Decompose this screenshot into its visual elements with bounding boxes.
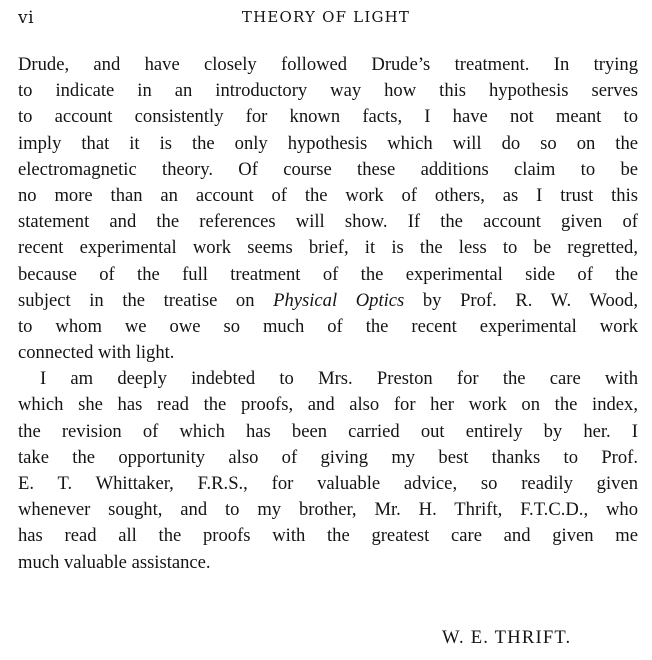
text-line: the revision of which has been carried out entirely by her. I (18, 420, 638, 442)
book-title-italic: Physical Optics (273, 289, 405, 311)
text-line: statement and the references will show. If the account given of (18, 211, 638, 233)
text-line: subject in the treatise on Physical Optics by Prof. R. W. Wood, (18, 289, 638, 311)
text-line: I am deeply indebted to Mrs. Preston for the care with (40, 368, 638, 390)
text-line: no more than an account of the work of others, as I trust this (18, 184, 638, 206)
text-line: take the opportunity also of giving my best thanks to Prof. (18, 446, 638, 468)
page-number: vi (18, 8, 35, 28)
text-line: to indicate in an introductory way how this hypothesis serves (18, 80, 638, 102)
text-line: Drude, and have closely followed Drude’s treatment. In trying (18, 54, 638, 75)
paragraph-2 (18, 366, 638, 576)
text-line: connected with light. (18, 342, 175, 364)
text-line: imply that it is the only hypothesis which will do so on the (18, 132, 638, 154)
text-line: to whom we owe so much of the recent experimental work (18, 315, 638, 337)
text-line: because of the full treatment of the experimental side of the (18, 263, 638, 285)
text-line: much valuable assistance. (18, 551, 211, 573)
author-signature: W. E. THRIFT. (442, 627, 572, 648)
page-header (18, 8, 634, 34)
paragraph-1 (18, 52, 638, 366)
text-line: has read all the proofs with the greatest care and given me (18, 525, 638, 547)
text-line: to account consistently for known facts, I have not meant to (18, 106, 638, 128)
text-line: recent experimental work seems brief, it is the less to be regretted, (18, 237, 638, 259)
text-line: whenever sought, and to my brother, Mr. H. Thrift, F.T.C.D., who (18, 499, 638, 521)
preface-body (18, 52, 638, 576)
text-line: E. T. Whittaker, F.R.S., for valuable advice, so readily given (18, 473, 638, 494)
text-line: electromagnetic theory. Of course these additions claim to be (18, 158, 638, 180)
running-title: THEORY OF LIGHT (241, 8, 411, 26)
text-line: which she has read the proofs, and also for her work on the index, (18, 394, 638, 416)
